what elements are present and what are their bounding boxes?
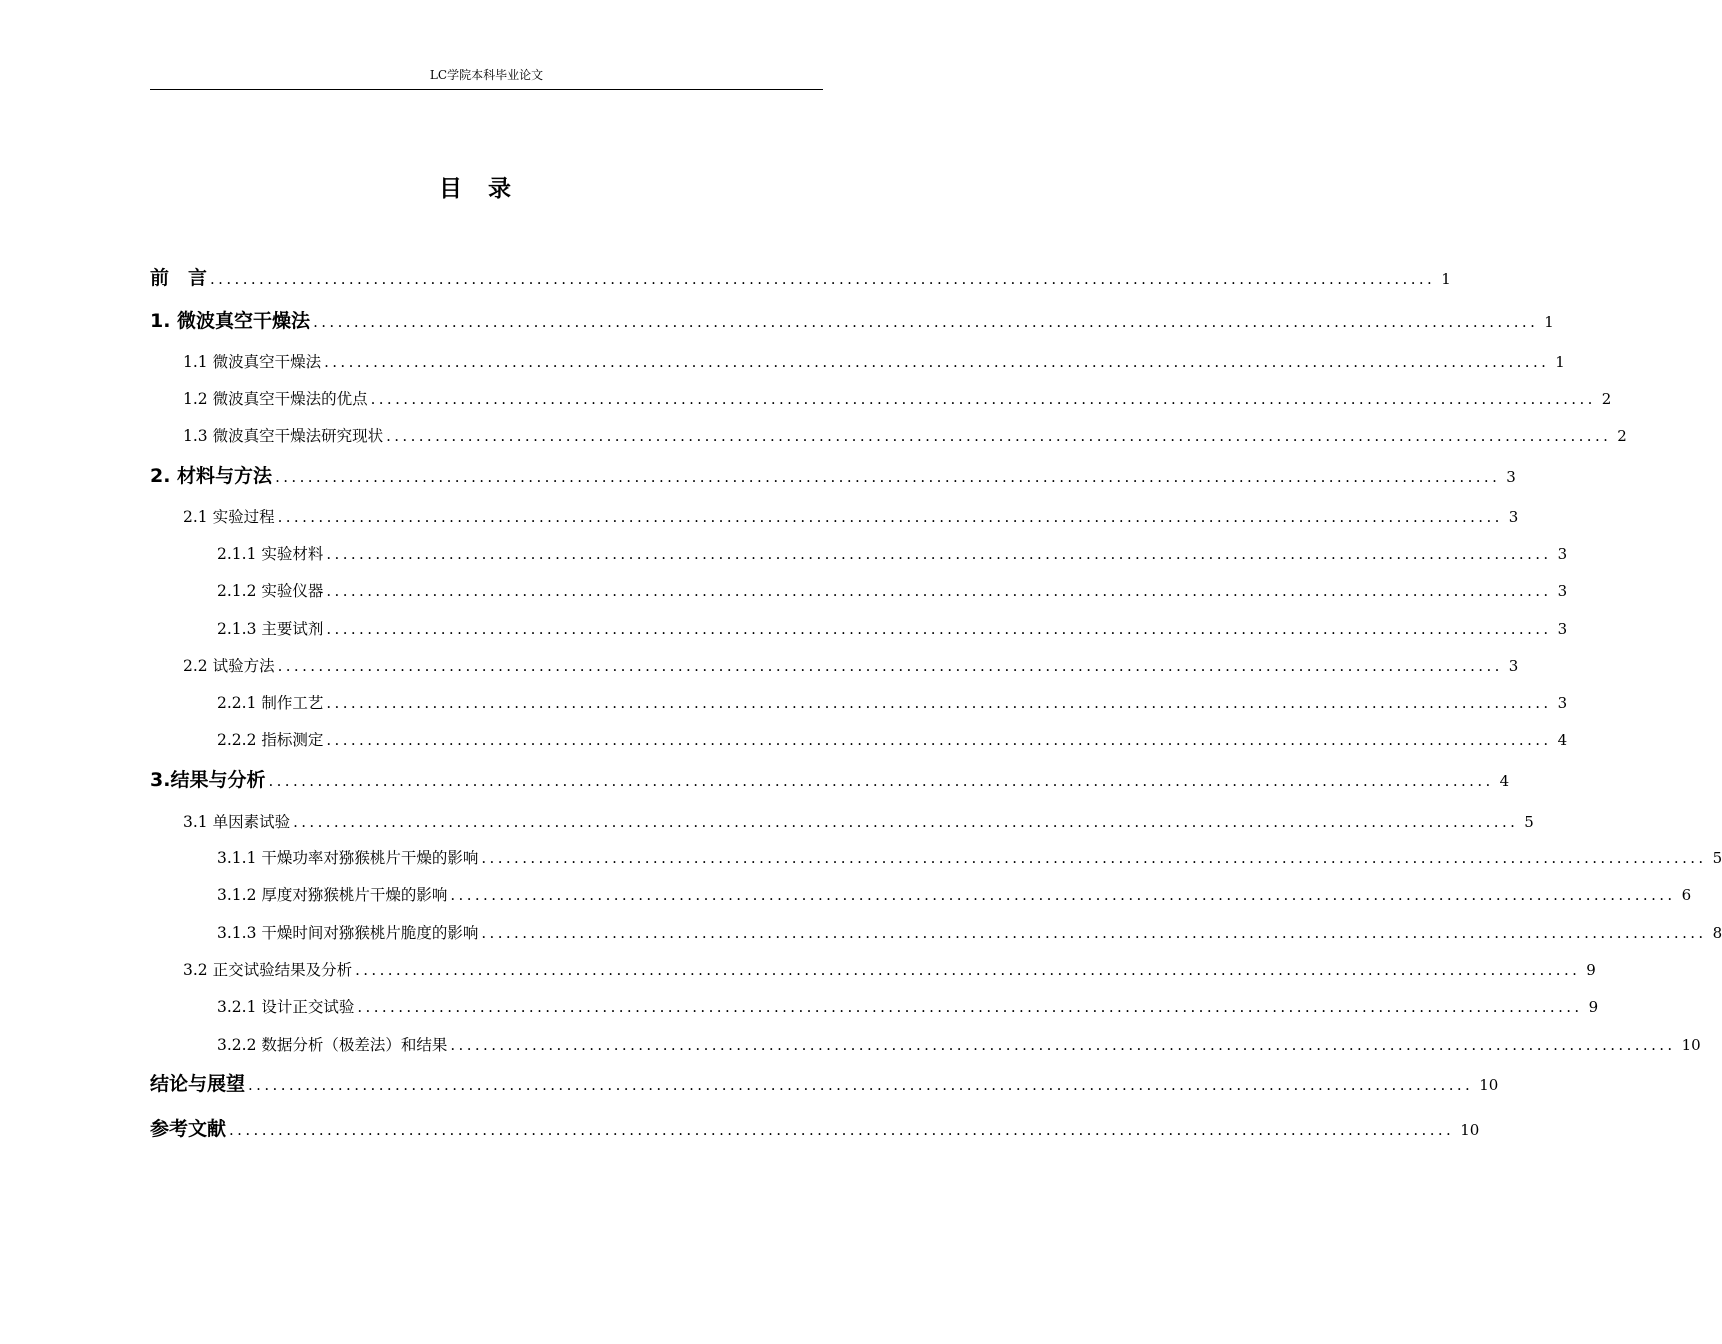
toc-page-number: 6 [1681,886,1692,904]
toc-page-number: 10 [1681,1036,1701,1054]
toc-entry-label: 2.1 实验过程 [183,508,275,526]
toc-page-number: 10 [1479,1076,1499,1094]
toc-entry-3-2-2[interactable] [217,1031,1701,1059]
toc-page-number: 9 [1588,998,1599,1016]
toc-entry-label: 参考文献 [150,1118,227,1140]
toc-entry-1-2[interactable] [183,385,1612,413]
toc-entry-3-2-1[interactable] [217,993,1599,1021]
toc-entry-label: 3.2.2 数据分析（极差法）和结果 [217,1036,448,1054]
toc-page-number: 3 [1557,545,1568,563]
toc-entry-label: 2.1.3 主要试剂 [217,620,324,638]
toc-entry-2-1-2[interactable] [217,577,1568,605]
toc-entry-label: 1. 微波真空干燥法 [150,310,311,332]
toc-entry-2-2-2[interactable] [217,726,1568,754]
toc-leader: ...................................................................................................................................................... [370,390,1596,408]
toc-entry-2-2-1[interactable] [217,689,1568,717]
toc-leader: ...................................................................................................................................................... [357,998,1583,1016]
toc-page-number: 3 [1557,620,1568,638]
toc-leader: ...................................................................................................................................................... [248,1076,1474,1094]
toc-entry-label: 结论与展望 [150,1073,246,1095]
toc-page-number: 3 [1508,508,1519,526]
toc-entry-3-2[interactable] [183,956,1596,984]
toc-entry-3-1-1[interactable] [217,844,1722,872]
toc-leader: ...................................................................................................................................................... [275,468,1501,486]
toc-page-number: 10 [1460,1121,1480,1139]
toc-entry-label: 2.1.1 实验材料 [217,545,324,563]
toc-entry-3-1-3[interactable] [217,919,1722,947]
toc-page-number: 3 [1506,468,1516,486]
toc-page-number: 3 [1508,657,1519,675]
toc-page-number: 1 [1544,313,1554,331]
toc-entry-label: 3.1.3 干燥时间对猕猴桃片脆度的影响 [217,924,479,942]
toc-entry-label: 2. 材料与方法 [150,465,273,487]
toc-entry-label: 2.2 试验方法 [183,657,275,675]
toc-entry-1-1[interactable] [183,348,1565,376]
toc-entry-label: 1.2 微波真空干燥法的优点 [183,390,368,408]
toc-leader: ...................................................................................................................................................... [210,270,1436,288]
toc-entry-label: 3.2.1 设计正交试验 [217,998,355,1016]
toc-entry-3-1-2[interactable] [217,881,1692,909]
toc-page-number: 5 [1524,813,1534,831]
toc-leader: ...................................................................................................................................................... [326,694,1552,712]
toc-entry-label: 2.1.2 实验仪器 [217,582,324,600]
toc-leader: ...................................................................................................................................................... [326,620,1552,638]
toc-page-number: 1 [1555,353,1565,371]
toc-page-number: 8 [1712,924,1722,942]
toc-leader: ...................................................................................................................................................... [326,582,1552,600]
toc-leader: ...................................................................................................................................................... [326,731,1552,749]
toc-leader: ...................................................................................................................................................... [481,924,1707,942]
toc-page-number: 4 [1557,731,1568,749]
toc-page-number: 2 [1617,427,1627,445]
toc-entry-label: 3.1 单因素试验 [183,813,291,831]
toc-leader: ...................................................................................................................................................... [386,427,1612,445]
toc-entry-3-1[interactable] [183,808,1534,836]
toc-entry-conclusion[interactable] [150,1070,1499,1098]
toc-entry-label: 2.2.2 指标测定 [217,731,324,749]
toc-entry-2-2[interactable] [183,652,1519,680]
toc-entry-chapter-1[interactable] [150,307,1554,335]
toc-leader: ...................................................................................................................................................... [450,1036,1676,1054]
toc-page-number: 5 [1712,849,1722,867]
toc-leader: ...................................................................................................................................................... [277,657,1503,675]
toc-entry-chapter-3[interactable] [150,766,1510,794]
toc-entry-references[interactable] [150,1115,1480,1143]
toc-entry-2-1-1[interactable] [217,540,1568,568]
toc-entry-label: 1.1 微波真空干燥法 [183,353,322,371]
toc-entry-label: 前 言 [150,267,208,289]
toc-leader: ...................................................................................................................................................... [229,1121,1455,1139]
toc-entry-label: 3.1.1 干燥功率对猕猴桃片干燥的影响 [217,849,479,867]
toc-entry-2-1-3[interactable] [217,615,1568,643]
toc-leader: ...................................................................................................................................................... [268,772,1494,790]
toc-leader: ...................................................................................................................................................... [293,813,1519,831]
header-text: LC学院本科毕业论文 [429,68,544,82]
toc-entry-2-1[interactable] [183,503,1519,531]
toc-leader: ...................................................................................................................................................... [450,886,1676,904]
toc-entry-label: 1.3 微波真空干燥法研究现状 [183,427,384,445]
toc-leader: ...................................................................................................................................................... [313,313,1539,331]
toc-page-number: 2 [1601,390,1612,408]
toc-entry-1-3[interactable] [183,422,1627,450]
toc-title: 目录 [439,176,537,202]
toc-entry-label: 3.2 正交试验结果及分析 [183,961,353,979]
toc-leader: ...................................................................................................................................................... [277,508,1503,526]
toc-leader: ...................................................................................................................................................... [355,961,1581,979]
toc-leader: ...................................................................................................................................................... [326,545,1552,563]
toc-leader: ...................................................................................................................................................... [481,849,1707,867]
toc-entry-chapter-2[interactable] [150,462,1516,490]
toc-leader: ...................................................................................................................................................... [324,353,1550,371]
toc-entry-label: 3.1.2 厚度对猕猴桃片干燥的影响 [217,886,448,904]
toc-page-number: 4 [1499,772,1510,790]
toc-page-number: 9 [1586,961,1596,979]
toc-page-number: 3 [1557,694,1568,712]
toc-entry-label: 3.结果与分析 [150,769,266,791]
toc-entry-preface[interactable] [150,264,1451,292]
toc-entry-label: 2.2.1 制作工艺 [217,694,324,712]
toc-page-number: 1 [1441,270,1451,288]
toc-page-number: 3 [1557,582,1568,600]
